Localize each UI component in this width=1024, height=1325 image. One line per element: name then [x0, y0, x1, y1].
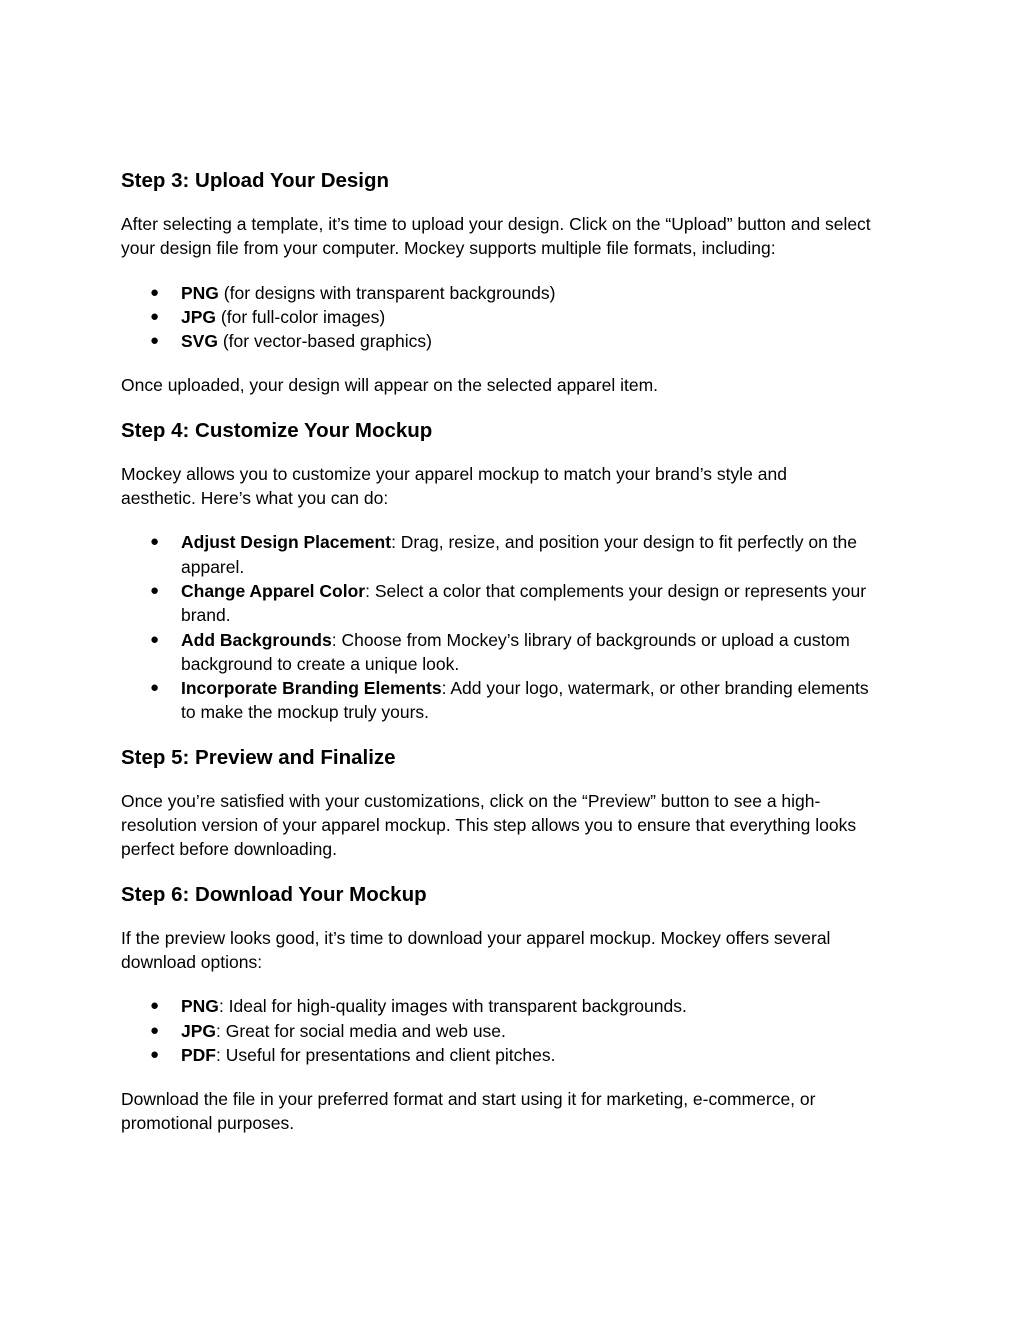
section-intro: If the preview looks good, it’s time to download your apparel mockup. Mockey offers several download options:: [121, 927, 831, 972]
list-item-text: : Select a color that complements your design or represents your brand.: [181, 580, 867, 626]
list-item-text: : Great for social media and web use.: [216, 1020, 506, 1041]
list-item: [121, 1019, 911, 1043]
list-item-term: Add Backgrounds: [181, 629, 332, 650]
list-item-term: SVG: [181, 331, 218, 352]
section-heading: Step 6: Download Your Mockup: [121, 882, 427, 906]
section-intro: After selecting a template, it’s time to upload your design. Click on the “Upload” button and select your design file from your computer. Mockey supports multiple file formats, including:: [121, 214, 871, 259]
bullet-icon: ●: [150, 997, 160, 1015]
list-item: [121, 1043, 911, 1067]
bullet-icon: ●: [150, 283, 160, 301]
bullet-icon: ●: [150, 533, 160, 551]
list-item-text: : Useful for presentations and client pitches.: [216, 1044, 556, 1065]
list-item-text: (for full-color images): [216, 306, 386, 327]
list-item: [121, 281, 911, 305]
section-step-4: [121, 416, 911, 725]
bullet-icon: ●: [150, 332, 160, 350]
list-item: [121, 530, 911, 579]
list-item-text: : Ideal for high-quality images with transparent backgrounds.: [218, 996, 687, 1017]
section-outro: Download the file in your preferred format and start using it for marketing, e-commerce, or promotional purposes.: [121, 1089, 816, 1134]
bullet-icon: ●: [150, 307, 160, 325]
section-step-5: [121, 743, 911, 862]
bullet-icon: ●: [150, 1021, 160, 1039]
list-item: [121, 994, 911, 1018]
section-heading: Step 4: Customize Your Mockup: [121, 418, 433, 442]
format-list: [121, 281, 911, 354]
list-item-text: : Add your logo, watermark, or other branding elements to make the mockup truly yours.: [181, 678, 869, 723]
list-item: [121, 676, 881, 725]
bullet-icon: ●: [150, 630, 160, 648]
list-item-term: JPG: [181, 1020, 217, 1041]
section-intro: Once you’re satisfied with your customizations, click on the “Preview” button to see a high-resolution version of your apparel mockup. This step allows you to ensure that everything looks perfect before downloading.: [121, 790, 857, 860]
bullet-icon: ●: [150, 1045, 160, 1063]
document-page: [121, 166, 911, 1136]
list-item-term: PNG: [181, 282, 219, 303]
list-item-text: : Drag, resize, and position your design to fit perfectly on the apparel.: [181, 532, 858, 577]
section-step-3: [121, 166, 911, 398]
section-step-6: [121, 880, 911, 1136]
list-item-term: JPG: [181, 306, 217, 327]
list-item: [121, 628, 911, 677]
list-item-term: PDF: [181, 1044, 216, 1065]
section-heading: Step 5: Preview and Finalize: [121, 745, 396, 769]
section-intro: Mockey allows you to customize your apparel mockup to match your brand’s style and aesthetic. Here’s what you can do:: [121, 463, 787, 509]
list-item: [121, 579, 911, 628]
list-item-text: (for vector-based graphics): [217, 331, 432, 352]
section-outro: Once uploaded, your design will appear on the selected apparel item.: [121, 375, 659, 396]
list-item-term: Adjust Design Placement: [181, 532, 392, 553]
list-item-term: Change Apparel Color: [181, 580, 366, 601]
customize-list: [121, 530, 911, 724]
download-list: [121, 994, 911, 1067]
list-item-text: : Choose from Mockey’s library of backgrounds or upload a custom background to create a unique look.: [181, 629, 850, 674]
section-heading: Step 3: Upload Your Design: [121, 169, 390, 192]
bullet-icon: ●: [150, 581, 160, 599]
list-item: [121, 305, 911, 329]
list-item-term: PNG: [181, 996, 219, 1017]
list-item-text: (for designs with transparent backgrounds): [218, 282, 556, 303]
list-item: [121, 329, 911, 353]
bullet-icon: ●: [150, 679, 160, 697]
list-item-term: Incorporate Branding Elements: [181, 678, 442, 699]
